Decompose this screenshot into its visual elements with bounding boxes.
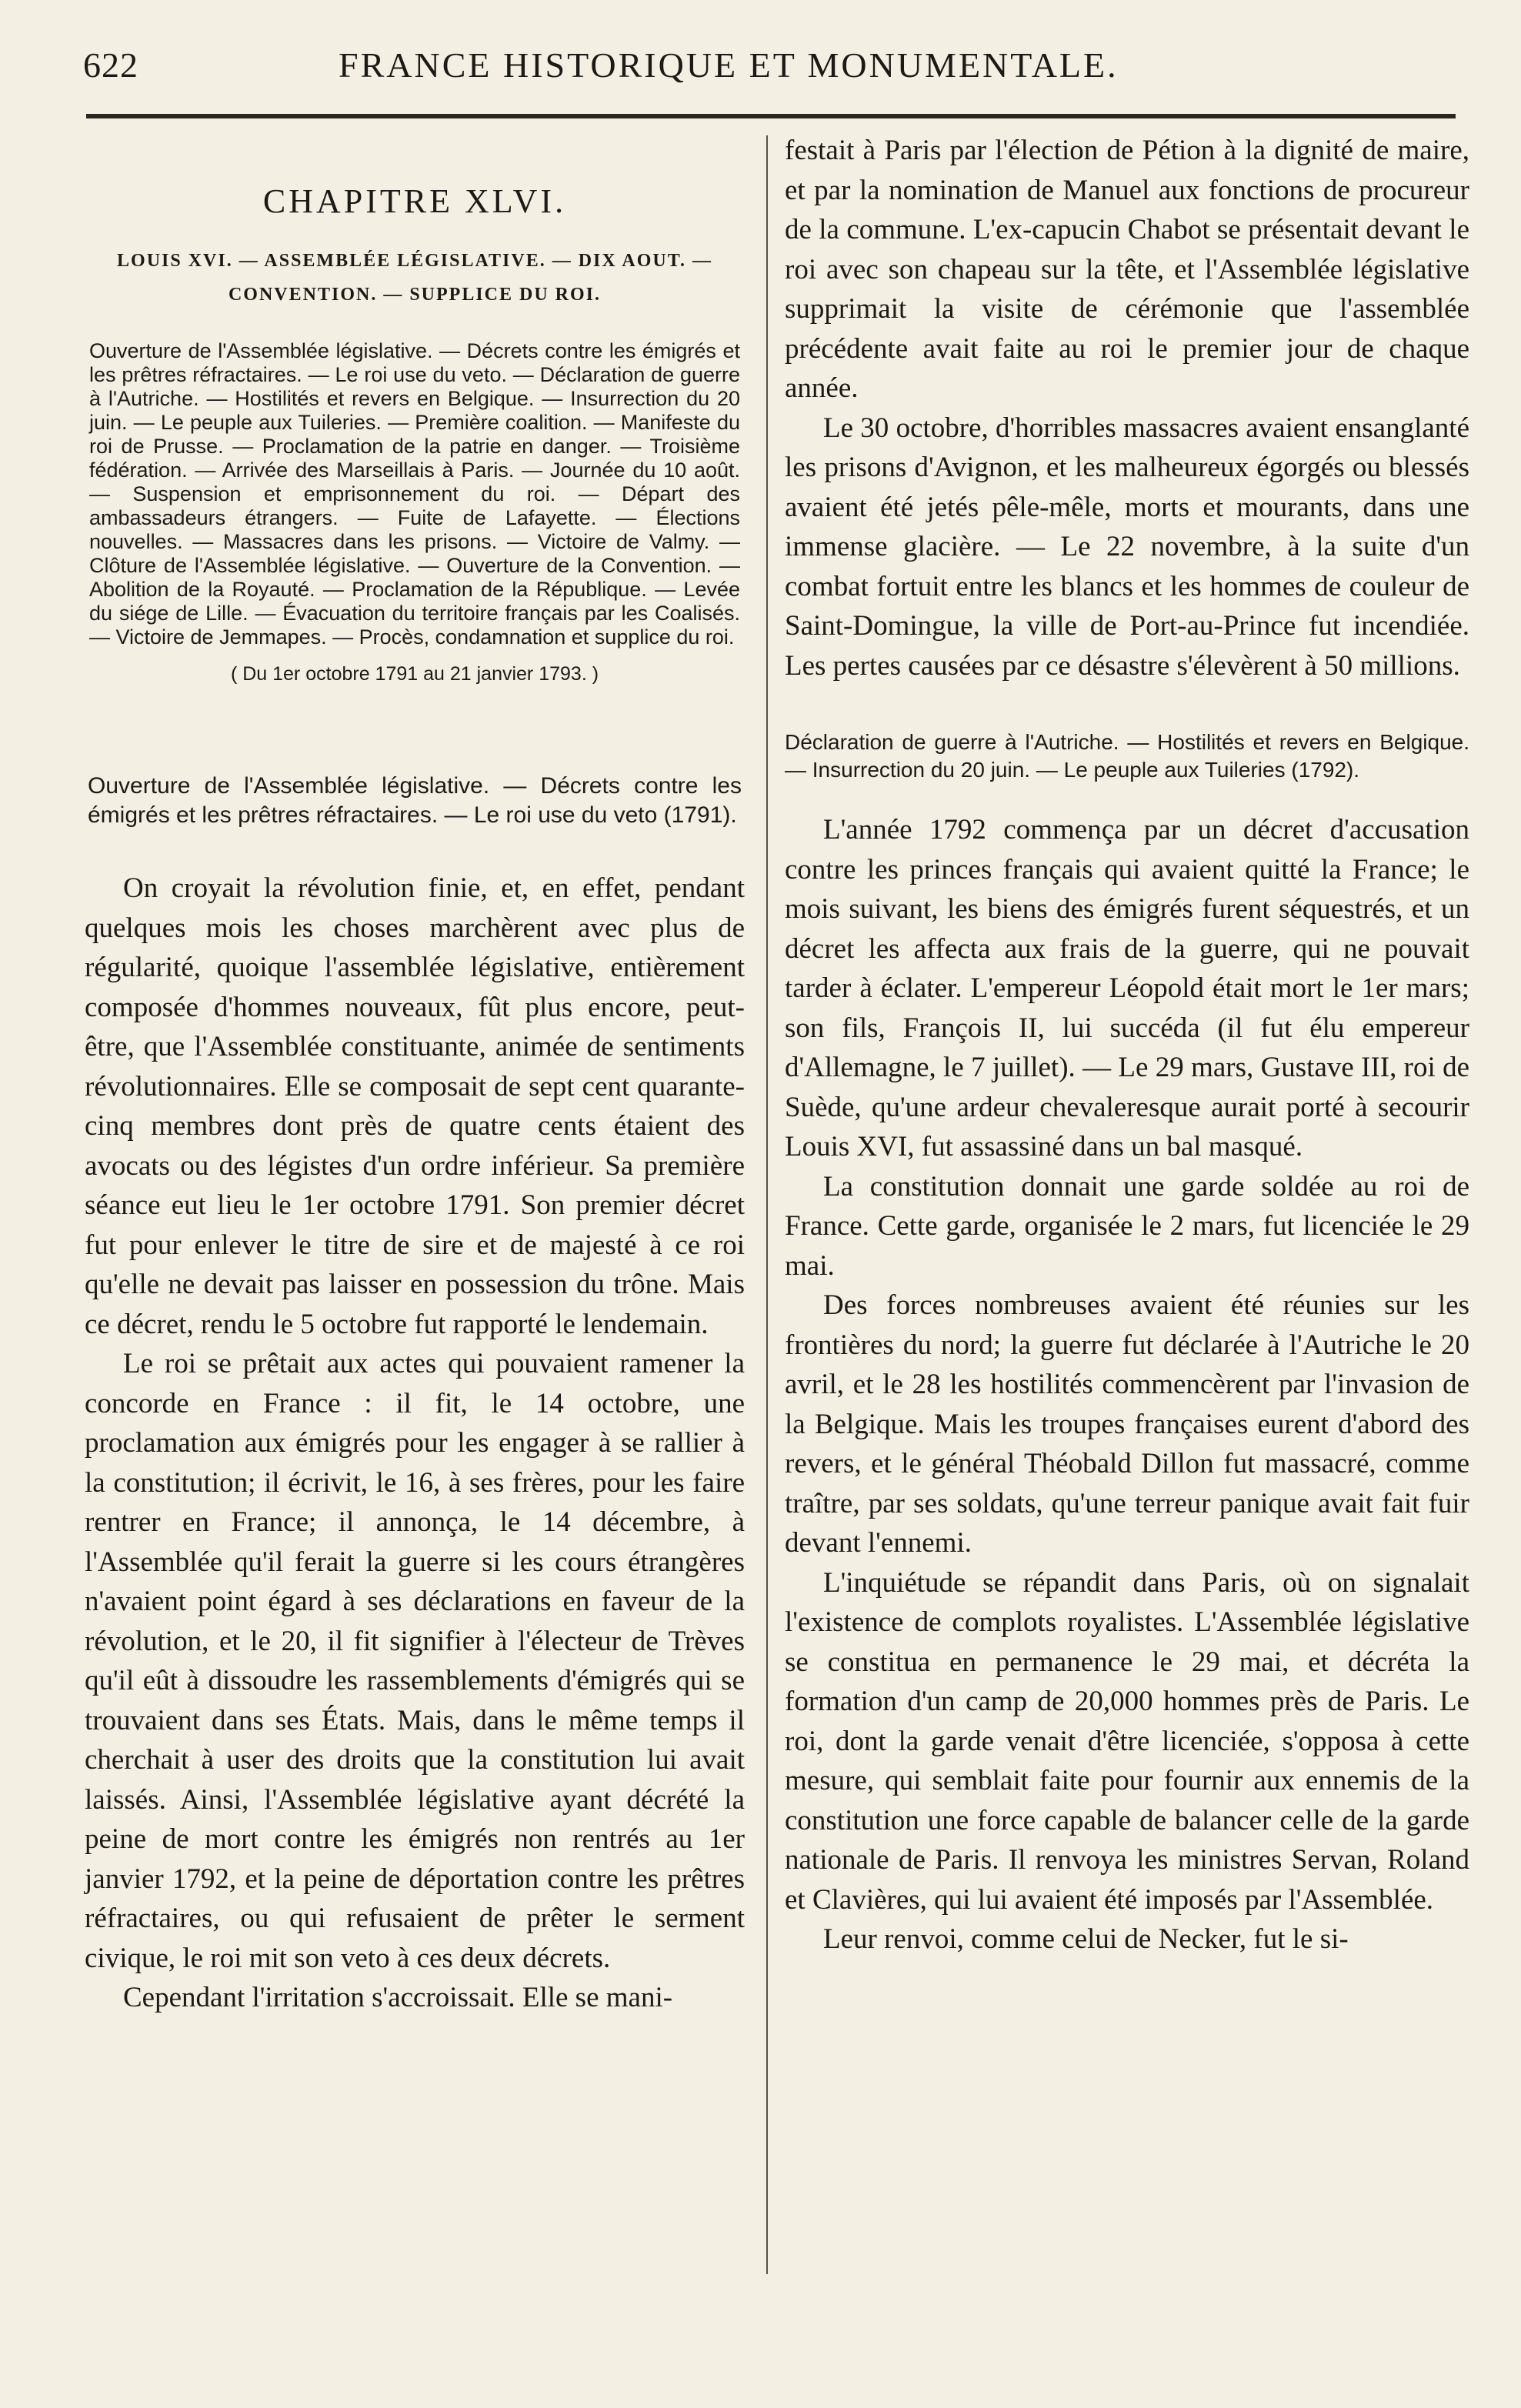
paragraph: festait à Paris par l'élection de Pétion à la dignité de maire, et par la nomination de Manuel aux fonctions de procureur de la commune. L'ex-capucin Chabot se présentait devant le roi avec son chapeau sur la tête, et l'Assemblée législative supprimait la visite de cérémonie que l'assemblée précédente avait faite au roi le premier jour de chaque année.	[785, 135, 1469, 404]
page-number: 622	[83, 45, 138, 85]
paragraph: On croyait la révolution finie, et, en effet, pendant quelques mois les choses marchèrent avec plus de régularité, quoique l'assemblée législative, entièrement composée d'hommes nouveaux, fût plus encore, peut-être, que l'Assemblée constituante, animée de sentiments révolutionnaires. Elle se composait de sept cent quarante-cinq membres dont près de quatre cents étaient des avocats ou des légistes d'un ordre inférieur. Sa première séance eut lieu le 1er octobre 1791. Son premier décret fut pour enlever le titre de sire et de majesté à ce roi qu'elle ne devait pas laisser en possession du trône. Mais ce décret, rendu le 5 octobre fut rapporté le lendemain.	[85, 872, 745, 1340]
chapter-subtitle: LOUIS XVI. — ASSEMBLÉE LÉGISLATIVE. — DIX AOUT. — CONVENTION. — SUPPLICE DU ROI.	[117, 251, 712, 305]
paragraph: L'année 1792 commença par un décret d'accusation contre les princes français qui avaient quitté la France; le mois suivant, les biens des émigrés furent séquestrés, et un décret les affecta aux frais de la guerre, qui ne pouvait tarder à éclater. L'empereur Léopold était mort le 1er mars; son fils, François II, lui succéda (il fut élu empereur d'Allemagne, le 7 juillet). — Le 29 mars, Gustave III, roi de Suède, qu'une ardeur chevaleresque aurait porté à secourir Louis XVI, fut assassiné dans un bal masqué.	[785, 814, 1469, 1162]
left-column	[85, 131, 745, 2018]
chapter-dates: ( Du 1er octobre 1791 au 21 janvier 1793. )	[230, 663, 599, 685]
paragraph: Le roi se prêtait aux actes qui pouvaient ramener la concorde en France : il fit, le 14 octobre, une proclamation aux émigrés pour les engager à se rallier à la constitution; il écrivit, le 16, à ses frères, pour les faire rentrer en France; il annonça, le 14 décembre, à l'Assemblée qu'il ferait la guerre si les cours étrangères n'avaient point égard à ses déclarations en faveur de la révolution, et le 20, il fit signifier à l'électeur de Trèves qu'il eût à dissoudre les rassemblements d'émigrés qui se trouvaient dans ses États. Mais, dans le même temps il cherchait à user des droits que la constitution lui avait laissés. Ainsi, l'Assemblée législative ayant décrété la peine de mort contre les émigrés non rentrés au 1er janvier 1792, et la peine de déportation contre les prêtres réfractaires, ou qui refusaient de prêter le serment civique, le roi mit son veto à ces deux décrets.	[85, 1348, 745, 1974]
chapter-summary: Ouverture de l'Assemblée législative. — Décrets contre les émigrés et les prêtres réfractaires. — Le roi use du veto. — Déclaration de guerre à l'Autriche. — Hostilités et revers en Belgique. — Insurrection du 20 juin. — Le peuple aux Tuileries. — Première coalition. — Manifeste du roi de Prusse. — Proclamation de la patrie en danger. — Troisième fédération. — Arrivée des Marseillais à Paris. — Journée du 10 août. — Suspension et emprisonnement du roi. — Départ des ambassadeurs étrangers. — Fuite de Lafayette. — Élections nouvelles. — Massacres dans les prisons. — Victoire de Valmy. — Clôture de l'Assemblée législative. — Ouverture de la Convention. — Abolition de la Royauté. — Proclamation de la République. — Levée du siége de Lille. — Évacuation du territoire français par les Coalisés. — Victoire de Jemmapes. — Procès, condamnation et supplice du roi.	[89, 339, 740, 649]
paragraph: Cependant l'irritation s'accroissait. Elle se mani-	[123, 1982, 673, 2013]
paragraph: Le 30 octobre, d'horribles massacres avaient ensanglanté les prisons d'Avignon, et les malheureux égorgés ou blessés avaient été jetés pêle-mêle, morts et mourants, dans une immense glacière. — Le 22 novembre, à la suite d'un combat fortuit entre les blancs et les hommes de couleur de Saint-Domingue, la ville de Port-au-Prince fut incendiée. Les pertes causées par ce désastre s'élevèrent à 50 millions.	[785, 412, 1469, 682]
right-column	[785, 131, 1469, 1959]
header-rule	[86, 114, 1456, 118]
paragraph: Leur renvoi, comme celui de Necker, fut le si-	[823, 1923, 1349, 1955]
section-heading: Déclaration de guerre à l'Autriche. — Hostilités et revers en Belgique. — Insurrection du 20 juin. — Le peuple aux Tuileries (1792).	[785, 730, 1469, 782]
paragraph: Des forces nombreuses avaient été réunies sur les frontières du nord; la guerre fut déclarée à l'Autriche le 20 avril, et le 28 les hostilités commencèrent par l'invasion de la Belgique. Mais les troupes françaises eurent d'abord des revers, et le général Théobald Dillon fut massacré, comme traître, par ses soldats, qu'une terreur panique avait fait fuir devant l'ennemi.	[785, 1289, 1469, 1559]
column-divider	[766, 135, 768, 2274]
paragraph: L'inquiétude se répandit dans Paris, où on signalait l'existence de complots royalistes. L'Assemblée législative se constitua en permanence le 29 mai, et décréta la formation d'un camp de 20,000 hommes près de Paris. Le roi, dont la garde venait d'être licenciée, s'opposa à cette mesure, qui semblait faite pour fournir aux ennemis de la constitution une force capable de balancer celle de la garde nationale de Paris. Il renvoya les ministres Servan, Roland et Clavières, qui lui avaient été imposés par l'Assemblée.	[785, 1566, 1469, 1916]
running-title: FRANCE HISTORIQUE ET MONUMENTALE.	[339, 45, 1119, 85]
body-text-right-top	[785, 131, 1469, 685]
section-heading: Ouverture de l'Assemblée législative. — Décrets contre les émigrés et les prêtres réfractaires. — Le roi use du veto (1791).	[88, 773, 742, 828]
body-text-right	[785, 810, 1469, 1959]
body-text-left	[85, 869, 745, 2018]
chapter-title: CHAPITRE XLVI.	[262, 182, 567, 220]
paragraph: La constitution donnait une garde soldée au roi de France. Cette garde, organisée le 2 mars, fut licenciée le 29 mai.	[785, 1170, 1469, 1282]
